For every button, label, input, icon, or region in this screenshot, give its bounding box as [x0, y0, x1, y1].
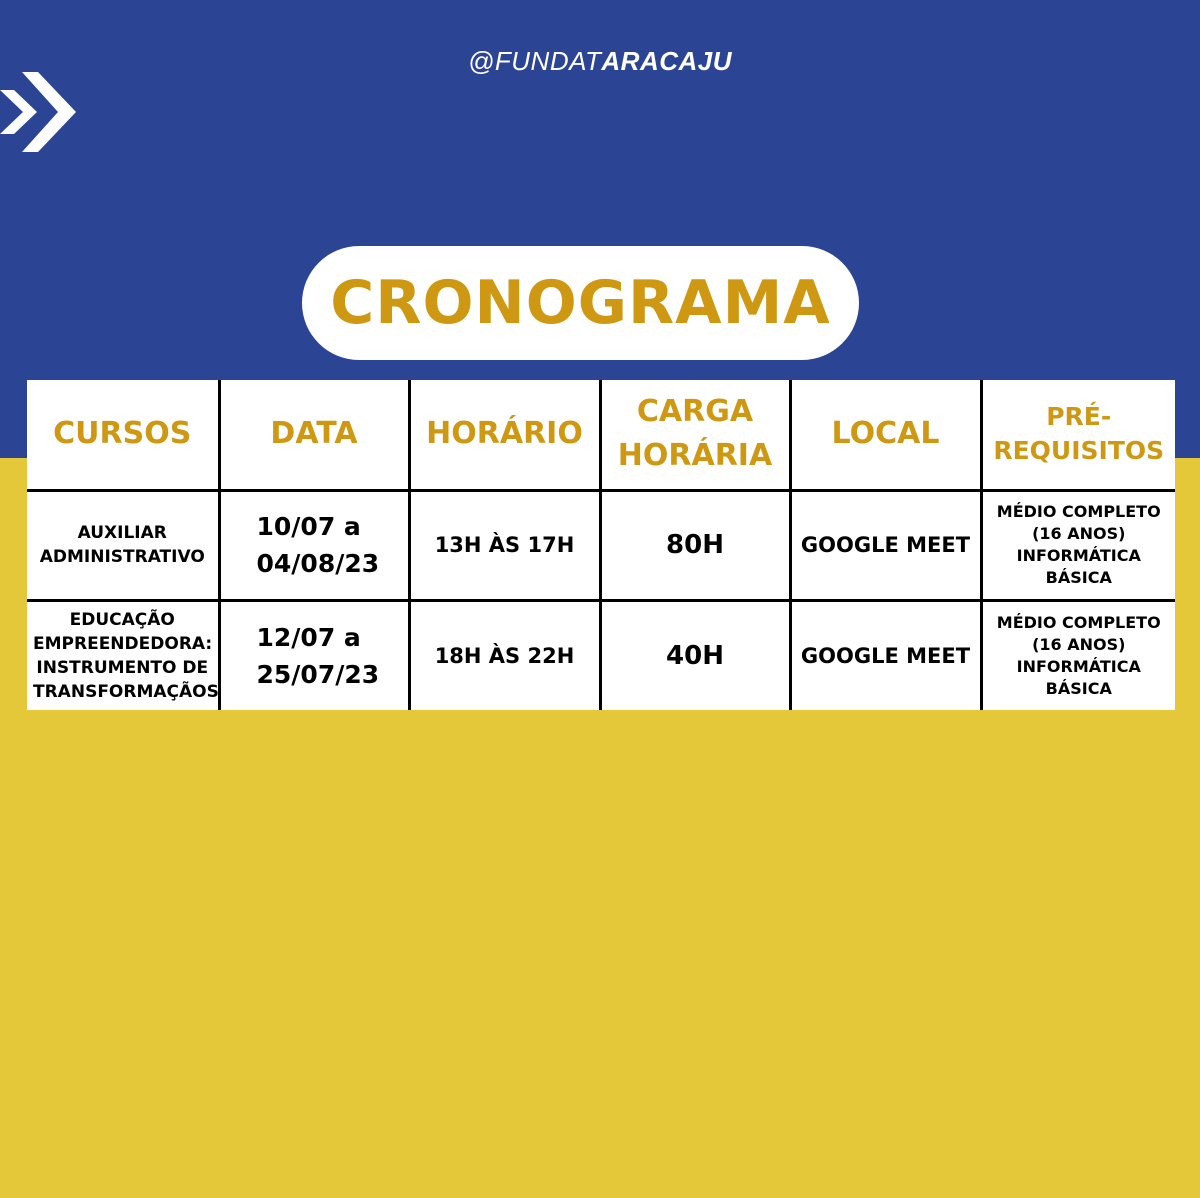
- course-dates: [219, 600, 409, 710]
- table-row: [27, 600, 1175, 710]
- table-header-row: [27, 380, 1175, 490]
- date-end: 25/07/23: [256, 659, 380, 689]
- handle-suffix: ARACAJU: [601, 46, 733, 76]
- date-end: 04/08/23: [256, 549, 380, 578]
- course-name: EDUCAÇÃO EMPREENDEDORA: INSTRUMENTO DE TRANSFORMAÇÃOS: [27, 600, 219, 710]
- prereq-line: MÉDIO COMPLETO: [996, 502, 1161, 521]
- prereq-line: INFORMÁTICA BÁSICA: [1016, 546, 1141, 587]
- header-courses: CURSOS: [53, 416, 192, 452]
- course-time: 18H ÀS 22H: [409, 600, 600, 710]
- course-workload: 40H: [600, 600, 790, 710]
- course-location: GOOGLE MEET: [790, 600, 981, 710]
- header-workload: CARGA HORÁRIA: [600, 380, 790, 490]
- page-title: CRONOGRAMA: [330, 268, 831, 338]
- header-date: DATA: [219, 380, 409, 490]
- course-location: GOOGLE MEET: [790, 490, 981, 600]
- table-row: [27, 490, 1175, 600]
- title-pill: [302, 246, 859, 360]
- date-start: 10/07 a: [256, 512, 361, 541]
- course-prerequisites: [981, 490, 1175, 600]
- header-time: HORÁRIO: [409, 380, 600, 490]
- header-prerequisites: PRÉ-REQUISITOS: [981, 380, 1175, 490]
- double-chevron-right-icon: [0, 70, 80, 154]
- date-start: 12/07 a: [256, 622, 361, 652]
- course-name: AUXILIAR ADMINISTRATIVO: [27, 490, 219, 600]
- handle-prefix: @FUNDAT: [467, 46, 602, 76]
- header-location: LOCAL: [790, 380, 981, 490]
- course-prerequisites: [981, 600, 1175, 710]
- prereq-line: (16 ANOS): [1032, 634, 1126, 654]
- prereq-line: (16 ANOS): [1032, 524, 1126, 543]
- course-time: 13H ÀS 17H: [409, 490, 600, 600]
- prereq-line: INFORMÁTICA BÁSICA: [1016, 656, 1141, 698]
- schedule-table: [27, 380, 1175, 710]
- course-dates: [219, 490, 409, 600]
- prereq-line: MÉDIO COMPLETO: [996, 612, 1161, 632]
- instagram-handle: [0, 46, 1200, 77]
- course-workload: 80H: [600, 490, 790, 600]
